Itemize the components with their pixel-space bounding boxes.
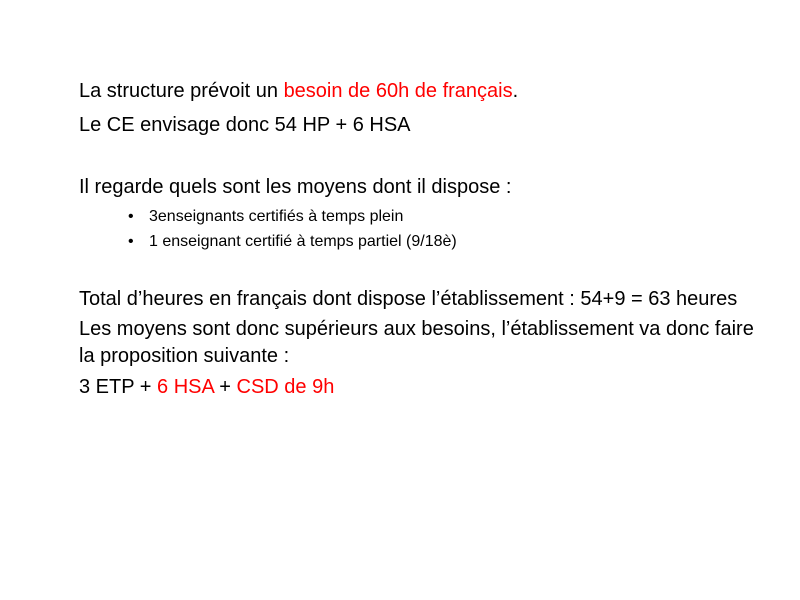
need-highlight: besoin de 60h de français [283,80,513,102]
proposal-hsa: 6 HSA [157,376,214,398]
proposal [79,374,769,400]
list-item-text: 3enseignants certifiés à temps plein [149,208,404,225]
list-item [128,229,769,254]
bullet-icon: • [128,208,134,225]
slide-body [79,78,769,400]
proposal-plus: + [213,376,237,398]
means-list [79,204,769,254]
proposal-csd: CSD de 9h [236,376,335,398]
bullet-icon: • [128,233,134,250]
proposal-etp: 3 ETP + [79,376,158,398]
conclusion: Les moyens sont donc supérieurs aux besoins, l’établissement va donc faire la proposition suivante : [79,318,754,367]
need-statement [79,78,769,104]
ce-plan: Le CE envisage donc 54 HP + 6 HSA [79,114,411,136]
list-item [128,204,769,229]
need-prefix: La structure prévoit un [79,80,284,102]
list-item-text: 1 enseignant certifié à temps partiel (9/18è) [149,233,457,250]
total-hours: Total d’heures en français dont dispose l’établissement : 54+9 = 63 heures [79,288,738,310]
need-suffix: . [512,80,519,102]
means-intro: Il regarde quels sont les moyens dont il dispose : [79,176,512,198]
